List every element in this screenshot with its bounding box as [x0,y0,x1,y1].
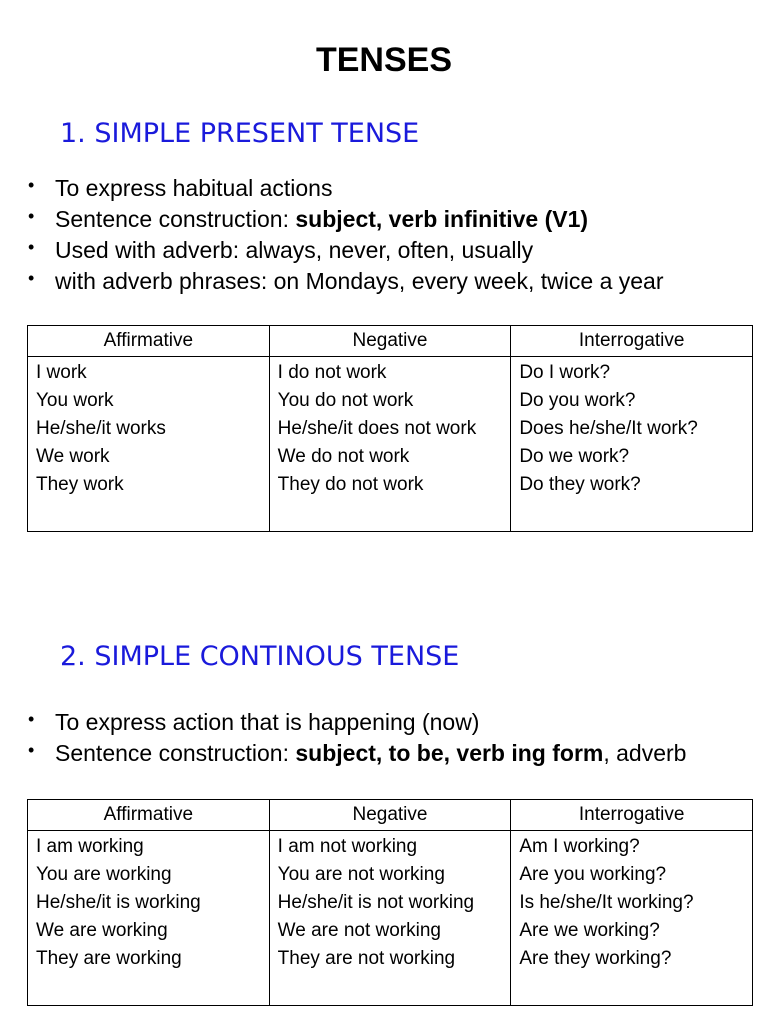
column-header-affirmative: Affirmative [28,326,270,357]
table-cell-line: You work [36,390,114,411]
column-header-affirmative: Affirmative [28,800,270,831]
bullet-dot-icon: • [28,709,35,729]
table-cell-line: I am working [36,836,144,857]
interrogative-cell [511,831,753,1006]
bullet-text: To express action that is happening (now) [55,709,480,735]
table-cell-line: Are you working? [519,864,667,885]
table-cell-line: We are not working [277,920,441,941]
bullet-dot-icon: • [28,237,35,257]
bullet-item [28,235,664,266]
table-cell-line: Are we working? [519,920,660,941]
bullet-text: Sentence construction: [55,206,296,232]
section-1-bullets [28,173,664,297]
affirmative-cell [28,357,270,532]
table-cell-line: They work [36,474,124,495]
table-cell-line: Are they working? [519,948,672,969]
table-cell-line: Is he/she/It working? [519,892,694,913]
table-cell-line: Do you work? [519,390,636,411]
table-cell-line: He/she/it works [36,418,166,439]
bullet-text: Used with adverb: always, never, often, usually [55,237,534,263]
section-2-table [27,799,753,1006]
table-row [28,831,753,1006]
table-cell-line: They do not work [277,474,424,495]
table-cell-line: Do they work? [519,474,641,495]
section-2-bullets [28,707,686,769]
column-header-interrogative: Interrogative [511,800,753,831]
bullet-item [28,738,686,769]
table-cell-line: Am I working? [519,836,640,857]
table-cell-line: You do not work [277,390,414,411]
section-1-table [27,325,753,532]
bullet-item [28,173,664,204]
table-cell-line: We work [36,446,110,467]
table-header-row [28,326,753,357]
table-cell-line: Do we work? [519,446,630,467]
bullet-text-bold: subject, verb infinitive (V1) [295,206,589,232]
bullet-text: To express habitual actions [55,175,333,201]
bullet-text-bold: subject, to be, verb ing form [295,740,604,766]
negative-cell [269,831,511,1006]
table-cell-line: You are not working [277,864,445,885]
table-cell-line: I work [36,362,87,383]
table-cell-line: He/she/it does not work [277,418,477,439]
table-row [28,357,753,532]
column-header-interrogative: Interrogative [511,326,753,357]
column-header-negative: Negative [269,800,511,831]
bullet-dot-icon: • [28,175,35,195]
negative-cell [269,357,511,532]
bullet-item [28,204,664,235]
table-cell-line: Do I work? [519,362,611,383]
interrogative-cell [511,357,753,532]
bullet-dot-icon: • [28,268,35,288]
bullet-dot-icon: • [28,740,35,760]
table-cell-line: He/she/it is not working [277,892,475,913]
column-header-negative: Negative [269,326,511,357]
bullet-item [28,266,664,297]
bullet-text: with adverb phrases: on Mondays, every week, twice a year [55,268,664,294]
bullet-dot-icon: • [28,206,35,226]
table-header-row [28,800,753,831]
bullet-text: , adverb [603,740,687,766]
page-title: TENSES [315,41,453,79]
section-2-heading: 2. SIMPLE CONTINOUS TENSE [60,641,460,672]
table-cell-line: They are working [36,948,182,969]
table-cell-line: We do not work [277,446,410,467]
bullet-text: Sentence construction: [55,740,296,766]
table-cell-line: Does he/she/It work? [519,418,698,439]
section-1-heading: 1. SIMPLE PRESENT TENSE [60,118,420,149]
table-cell-line: He/she/it is working [36,892,201,913]
table-cell-line: You are working [36,864,172,885]
table-cell-line: I do not work [277,362,387,383]
bullet-item [28,707,686,738]
table-cell-line: I am not working [277,836,418,857]
table-cell-line: We are working [36,920,168,941]
table-cell-line: They are not working [277,948,456,969]
affirmative-cell [28,831,270,1006]
